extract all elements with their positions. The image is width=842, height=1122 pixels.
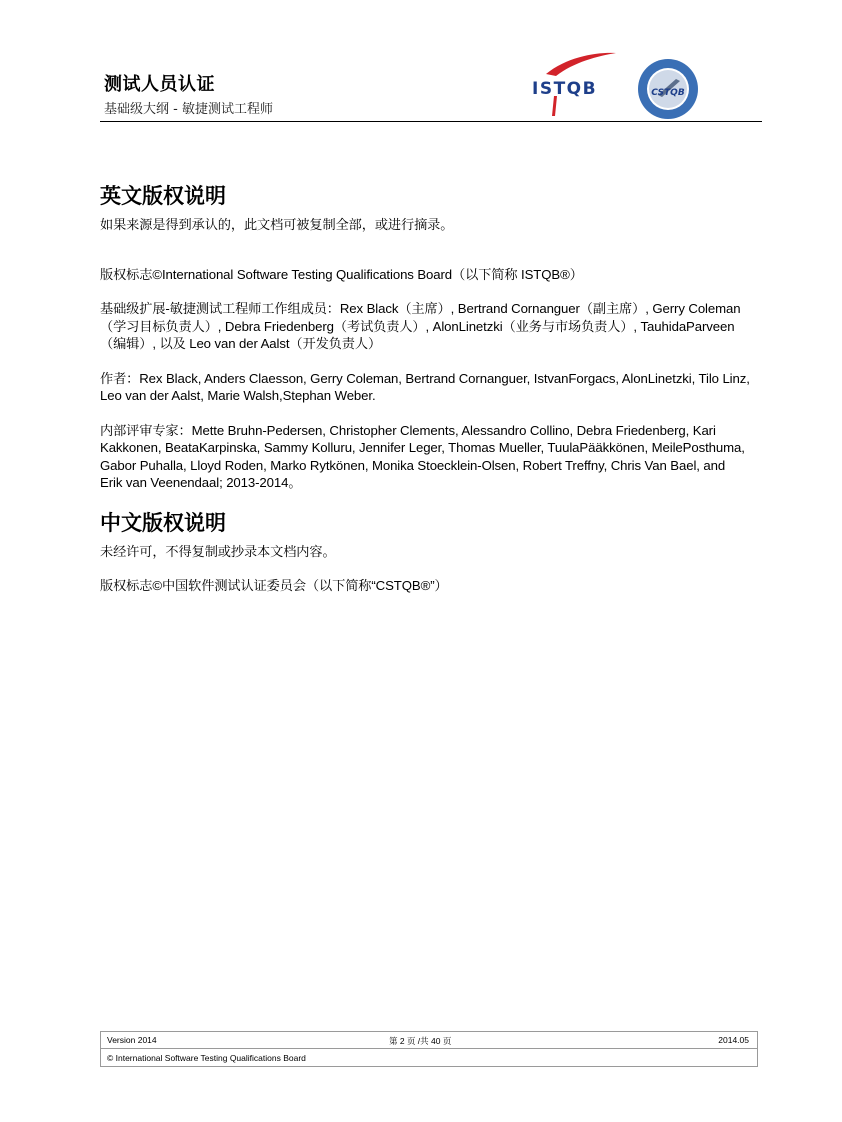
chinese-copyright-lead: 未经许可，不得复制或抄录本文档内容。 <box>100 543 336 559</box>
trademark-statement: 版权标志©International Software Testing Qualifications Board（以下简称 ISTQB®） <box>100 266 583 282</box>
chinese-trademark-statement: 版权标志©中国软件测试认证委员会（以下简称“CSTQB®”） <box>100 578 448 593</box>
cstqb-logo-text: CSTQB <box>651 88 685 98</box>
english-copyright-lead: 如果来源是得到承认的，此文档可被复制全部，或进行摘录。 <box>100 217 454 232</box>
cstqb-logo <box>636 57 700 121</box>
chinese-copyright-heading: 中文版权说明 <box>100 509 226 535</box>
istqb-logo <box>528 50 620 120</box>
page-content <box>100 182 750 612</box>
header-divider <box>100 121 762 122</box>
footer-divider <box>101 1048 757 1049</box>
istqb-logo-text: ISTQB <box>532 79 598 99</box>
footer-version: Version 2014 <box>107 1035 157 1045</box>
authors-list: 作者：Rex Black, Anders Claesson, Gerry Coleman, Bertrand Cornanguer, IstvanForgacs, AlonLinetzki, Tilo Linz, Leo van der Aalst, Marie Walsh,Stephan Weber. <box>100 370 750 403</box>
footer-date: 2014.05 <box>718 1035 749 1045</box>
english-copyright-heading: 英文版权说明 <box>100 183 226 208</box>
working-group-members: 基础级扩展-敏捷测试工程师工作组成员：Rex Black（主席）, Bertrand Cornanguer（副主席）, Gerry Coleman（学习目标负责人）, Debra Friedenberg（考试负责人）, AlonLinetzki（业务与市场负责人）, TauhidaParveen（编辑）, 以及 Leo van der Aalst（开发负责人） <box>100 301 741 351</box>
footer-copyright: © International Software Testing Qualifications Board <box>107 1053 306 1063</box>
document-title: 测试人员认证 <box>104 74 215 95</box>
reviewers-list: 内部评审专家：Mette Bruhn-Pedersen, Christopher Clements, Alessandro Collino, Debra Friedenberg, Kari Kakkonen, BeataKarpinska, Sammy Kolluru, Jennifer Leger, Thomas Mueller, TuulaPääkkönen, MeilePosthuma, Gabor Puhalla, Lloyd Roden, Marko Rytkönen, Monika Stoecklein-Olsen, Robert Treffny, Chris Van Bael, and Erik van Veenendaal; 2013-2014。 <box>100 422 745 490</box>
page-footer <box>100 1031 758 1067</box>
footer-page-number: 第 2 页 /共 40 页 <box>389 1036 452 1046</box>
document-subtitle: 基础级大纲 - 敏捷测试工程师 <box>104 102 273 117</box>
